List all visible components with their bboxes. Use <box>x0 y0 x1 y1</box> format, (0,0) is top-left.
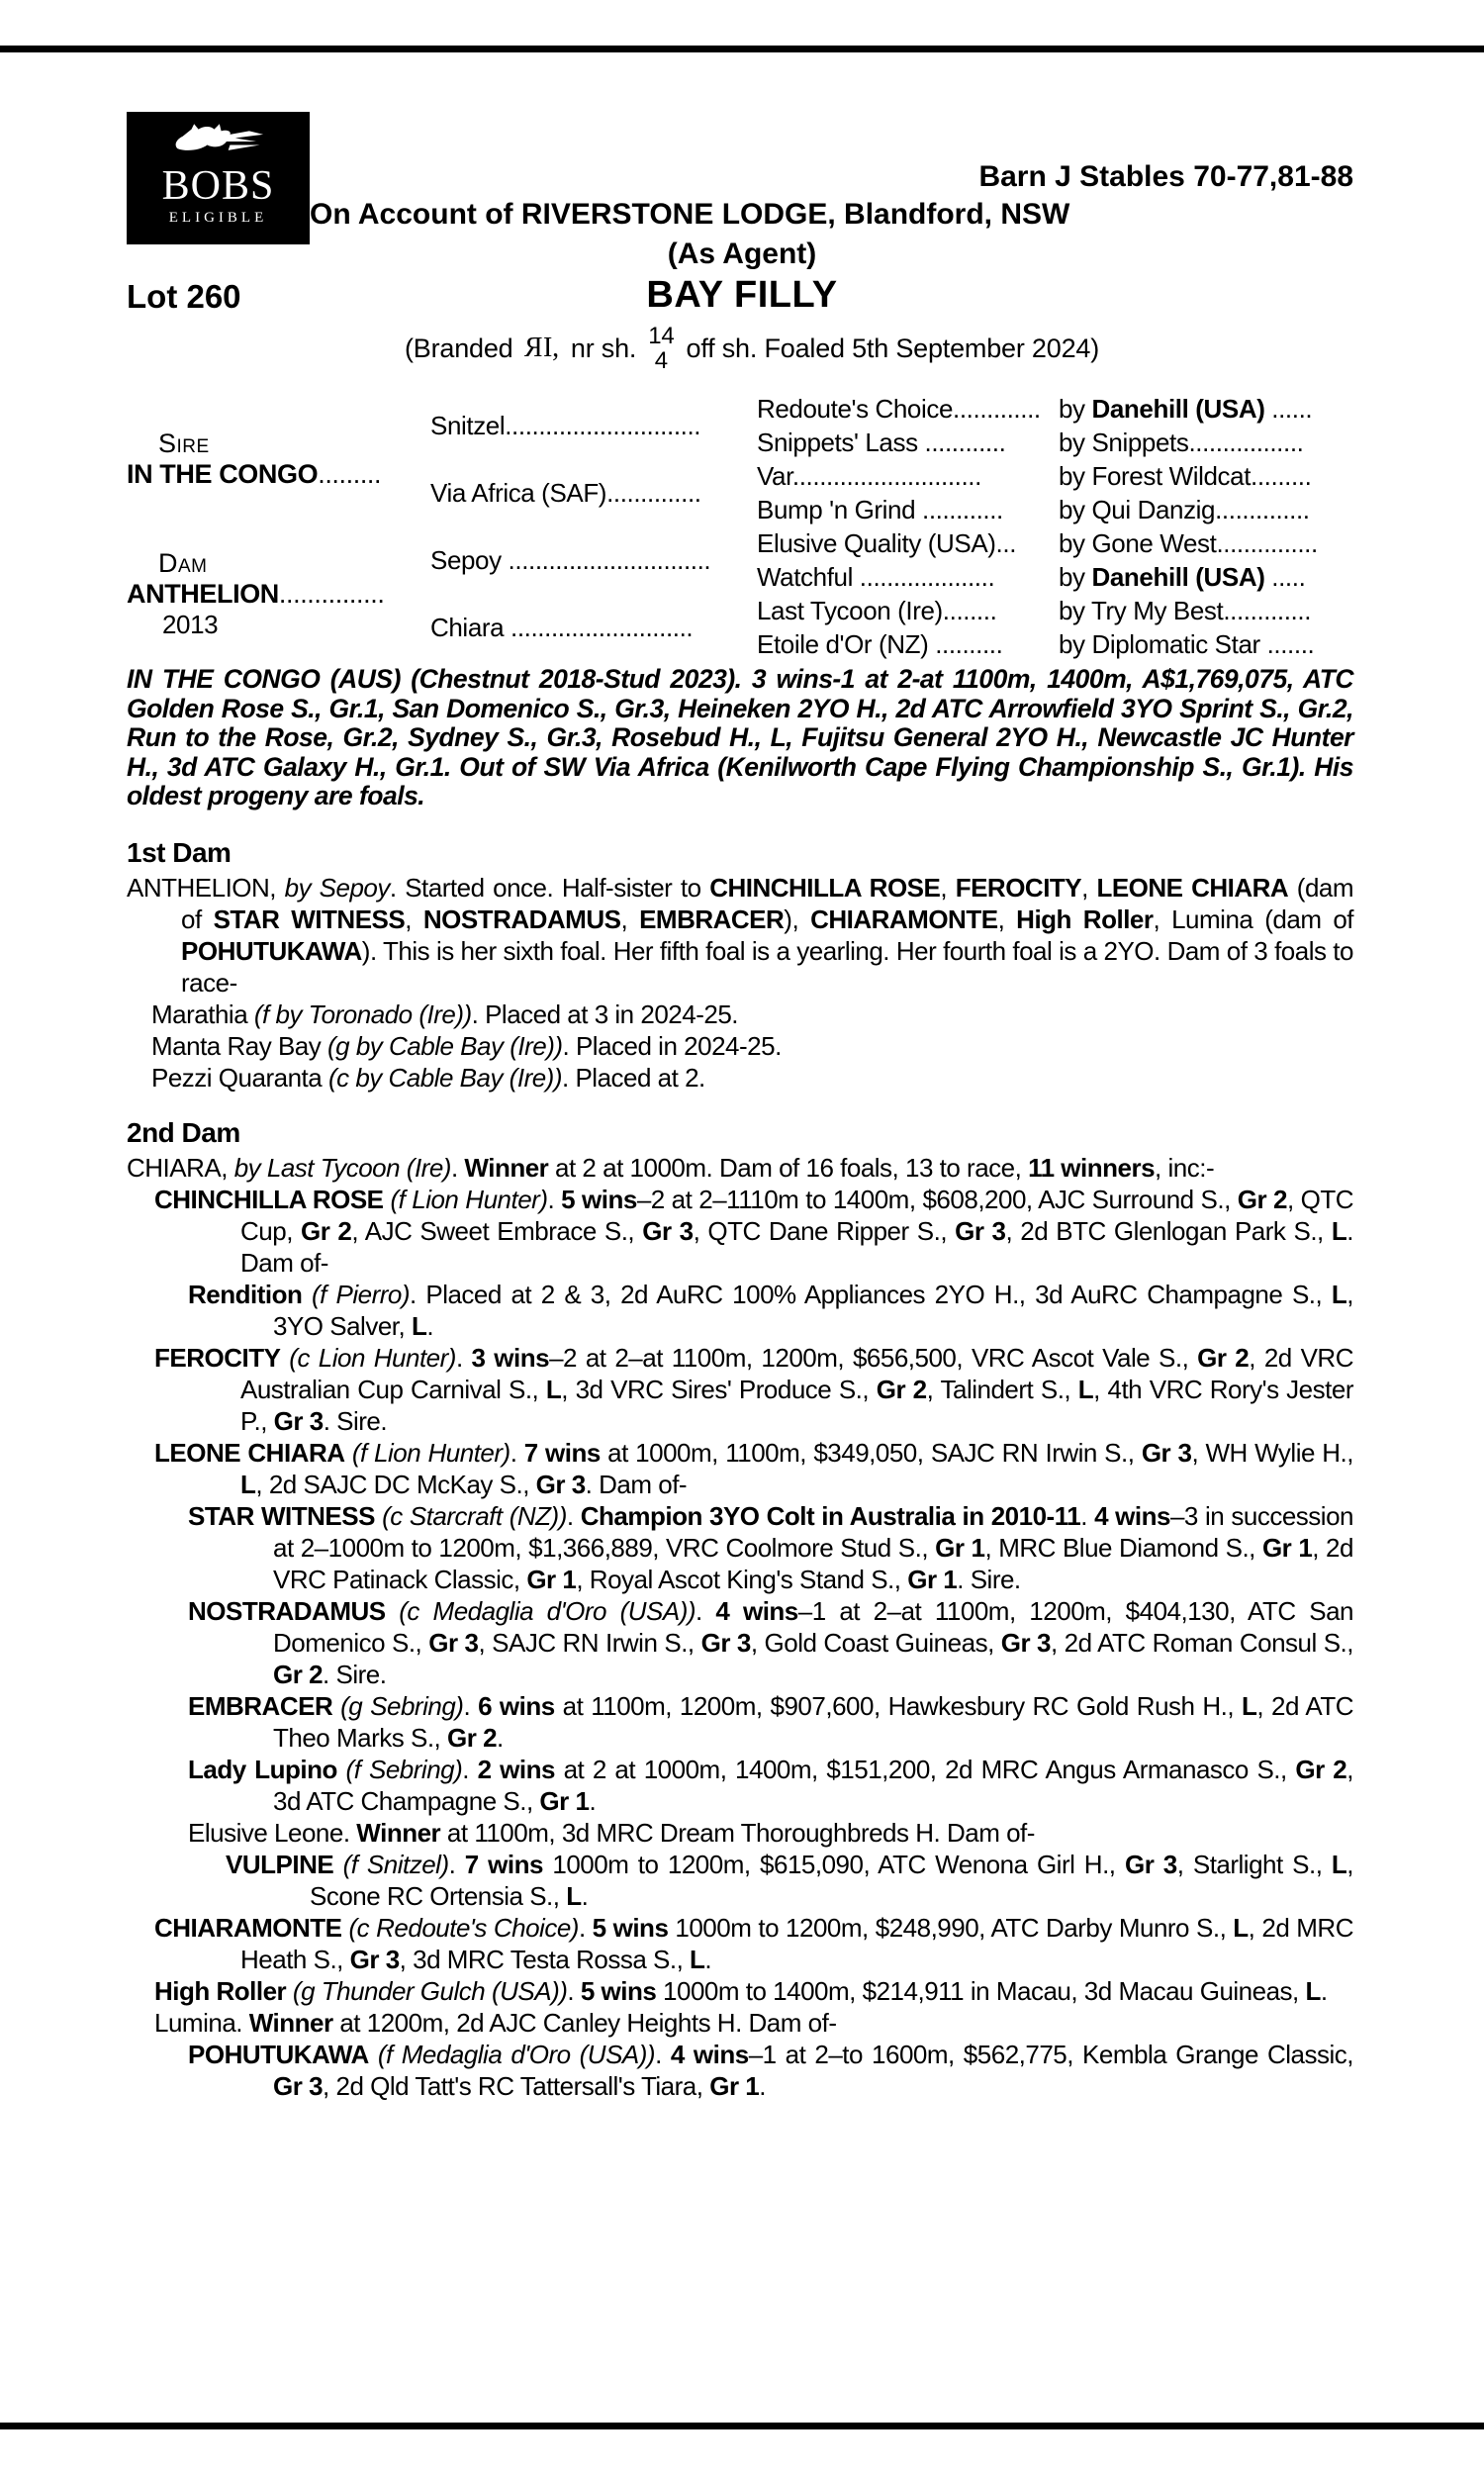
pedigree-entry: EMBRACER (g Sebring). 6 wins at 1100m, 1200m, $907,600, Hawkesbury RC Gold Rush H., L, 2d ATC Theo Marks S., Gr 2. <box>188 1690 1353 1753</box>
pedigree-gen3-column <box>757 392 1353 661</box>
consignor-block <box>310 158 1353 234</box>
gen2-item: Chiara ........................... <box>430 612 694 642</box>
gen3-name: Snippets' Lass ............ <box>757 427 1006 457</box>
pedigree-gen2-column <box>430 392 757 661</box>
lot-number: Lot 260 <box>127 278 241 315</box>
second-dam-heading: 2nd Dam <box>127 1116 240 1148</box>
pedigree-entry: CHINCHILLA ROSE (f Lion Hunter). 5 wins–2 at 2–1110m to 1400m, $608,200, AJC Surround S., Gr 2, QTC Cup, Gr 2, AJC Sweet Embrace S., Gr 3, QTC Dane Ripper S., Gr 3, 2d BTC Glenlogan Park S., L. Dam of- <box>154 1184 1353 1278</box>
pedigree-entry: STAR WITNESS (c Starcraft (NZ)). Champion 3YO Colt in Australia in 2010-11. 4 wins–3 in succession at 2–1000m to 1200m, $1,366,889, VRC Coolmore Stud S., Gr 1, MRC Blue Diamond S., Gr 1, 2d VRC Patinack Classic, Gr 1, Royal Ascot King's Stand S., Gr 1. Sire. <box>188 1500 1353 1594</box>
gen3-row <box>757 560 1353 594</box>
gen3-sireline: by Qui Danzig.............. <box>1059 494 1310 524</box>
gen3-name: Bump 'n Grind ............ <box>757 494 1003 524</box>
pedigree-entry: CHIARAMONTE (c Redoute's Choice). 5 wins 1000m to 1200m, $248,990, ATC Darby Munro S., L, 2d MRC Heath S., Gr 3, 3d MRC Testa Rossa S., L. <box>154 1912 1353 1974</box>
gen3-sireline: by Forest Wildcat......... <box>1059 460 1312 491</box>
gen3-name: Elusive Quality (USA)... <box>757 527 1017 558</box>
dam-year: 2013 <box>162 609 219 639</box>
gen3-sireline: by Snippets................. <box>1059 427 1304 457</box>
gen3-name: Last Tycoon (Ire)........ <box>757 595 997 625</box>
gen3-row <box>757 594 1353 627</box>
gen3-row <box>757 493 1353 526</box>
pedigree-gen1-column <box>127 392 430 661</box>
pedigree-entry: Lady Lupino (f Sebring). 2 wins at 2 at 1000m, 1400m, $151,200, 2d MRC Angus Armanasco S., Gr 2, 3d ATC Champagne S., Gr 1. <box>188 1754 1353 1816</box>
gen3-sireline: by Danehill (USA) ...... <box>1059 393 1313 424</box>
foal-entry: Manta Ray Bay (g by Cable Bay (Ire)). Placed in 2024-25. <box>151 1030 782 1061</box>
catalogue-body <box>127 665 1353 2102</box>
pedigree-entry: FEROCITY (c Lion Hunter). 3 wins–2 at 2–at 1100m, 1200m, $656,500, VRC Ascot Vale S., Gr 2, 2d VRC Australian Cup Carnival S., L, 3d VRC Sires' Produce S., Gr 2, Talindert S., L, 4th VRC Rory's Jester P., Gr 3. Sire. <box>154 1342 1353 1436</box>
dam-label: Dam <box>158 547 208 578</box>
gen3-sireline: by Try My Best............. <box>1059 595 1312 625</box>
brand-line <box>0 324 1484 373</box>
pedigree-entry: High Roller (g Thunder Gulch (USA)). 5 wins 1000m to 1400m, $214,911 in Macau, 3d Macau Guineas, L. <box>154 1975 1328 2006</box>
foal-entry: Pezzi Quaranta (c by Cable Bay (Ire)). Placed at 2. <box>151 1062 705 1093</box>
pedigree-entry: Lumina. Winner at 1200m, 2d AJC Canley Heights H. Dam of- <box>154 2007 837 2038</box>
dam-name: ANTHELION............... <box>127 578 385 609</box>
pedigree-entry: LEONE CHIARA (f Lion Hunter). 7 wins at 1000m, 1100m, $349,050, SAJC RN Irwin S., Gr 3, WH Wylie H., L, 2d SAJC DC McKay S., Gr 3. Dam of- <box>154 1437 1353 1499</box>
gen3-sireline: by Gone West............... <box>1059 527 1318 558</box>
gen3-row <box>757 426 1353 459</box>
gen3-name: Redoute's Choice............. <box>757 393 1041 424</box>
gen2-item: Via Africa (SAF).............. <box>430 477 701 508</box>
bobs-eligible-logo <box>127 112 310 244</box>
horse-head-icon <box>165 119 270 164</box>
pedigree-entry: Rendition (f Pierro). Placed at 2 & 3, 2d AuRC 100% Appliances 2YO H., 3d AuRC Champagne S., L, 3YO Salver, L. <box>188 1279 1353 1341</box>
brand-number-fraction: 14 4 <box>648 323 675 374</box>
brand-line-open: (Branded <box>404 333 513 363</box>
gen3-name: Etoile d'Or (NZ) .......... <box>757 628 1003 659</box>
brand-mark: RI, <box>524 333 559 363</box>
pedigree-entry: POHUTUKAWA (f Medaglia d'Oro (USA)). 4 wins–1 at 2–to 1600m, $562,775, Kembla Grange Classic, Gr 3, 2d Qld Tatt's RC Tattersall's Tiara, Gr 1. <box>188 2039 1354 2101</box>
first-dam-heading: 1st Dam <box>127 836 232 868</box>
gen2-item: Sepoy .............................. <box>430 544 711 575</box>
gen3-row <box>757 627 1353 661</box>
pedigree-entry: VULPINE (f Snitzel). 7 wins 1000m to 1200m, $615,090, ATC Wenona Girl H., Gr 3, Starlight S., L, Scone RC Ortensia S., L. <box>226 1849 1353 1911</box>
gen3-name: Var............................ <box>757 460 981 491</box>
gen3-sireline: by Diplomatic Star ....... <box>1059 628 1315 659</box>
pedigree-entry: Elusive Leone. Winner at 1100m, 3d MRC Dream Thoroughbreds H. Dam of- <box>188 1817 1035 1848</box>
second-dam-paragraph: CHIARA, by Last Tycoon (Ire). Winner at 2 at 1000m. Dam of 16 foals, 13 to race, 11 winners, inc:- <box>127 1152 1215 1183</box>
logo-wordmark: BOBS <box>161 163 275 209</box>
first-dam-paragraph: ANTHELION, by Sepoy. Started once. Half-sister to CHINCHILLA ROSE, FEROCITY, LEONE CHIARA (dam of STAR WITNESS, NOSTRADAMUS, EMBRACER), CHIARAMONTE, High Roller, Lumina (dam of POHUTUKAWA). This is her sixth foal. Her fifth foal is a yearling. Her fourth foal is a 2YO. Dam of 3 foals to race- <box>127 872 1354 998</box>
gen3-row <box>757 459 1353 493</box>
sire-name: IN THE CONGO......... <box>127 459 382 489</box>
account-line: On Account of RIVERSTONE LODGE, Blandford, NSW <box>310 198 1070 231</box>
top-rule <box>0 46 1484 52</box>
gen2-item: Snitzel............................. <box>430 410 701 440</box>
sire-label: Sire <box>158 428 210 458</box>
pedigree-table <box>127 392 1353 661</box>
agent-line: (As Agent) <box>667 238 817 270</box>
dam-cell <box>127 526 430 661</box>
gen3-sireline: by Danehill (USA) ..... <box>1059 561 1306 592</box>
gen3-name: Watchful .................... <box>757 561 995 592</box>
pedigree-entry: NOSTRADAMUS (c Medaglia d'Oro (USA)). 4 wins–1 at 2–at 1100m, 1200m, $404,130, ATC San Domenico S., Gr 3, SAJC RN Irwin S., Gr 3, Gold Coast Guineas, Gr 3, 2d ATC Roman Consul S., Gr 2. Sire. <box>188 1595 1353 1689</box>
sire-summary: IN THE CONGO (AUS) (Chestnut 2018-Stud 2023). 3 wins-1 at 2-at 1100m, 1400m, A$1,769,075, ATC Golden Rose S., Gr.1, San Domenico S., Gr.3, Heineken 2YO H., 2d ATC Arrowfield 3YO Sprint S., Gr.2, Run to the Rose, Gr.2, Sydney S., Gr.3, Rosebud H., L, Fujitsu General 2YO H., Newcastle JC Hunter H., 3d ATC Galaxy H., Gr.1. Out of SW Via Africa (Kenilworth Cape Flying Championship S., Gr.1). His oldest progeny are foals. <box>127 664 1353 810</box>
logo-subtext: ELIGIBLE <box>168 210 268 226</box>
brand-line-rest: off sh. Foaled 5th September 2024) <box>686 333 1099 363</box>
foal-entry: Marathia (f by Toronado (Ire)). Placed at 3 in 2024-25. <box>151 999 739 1029</box>
sire-cell <box>127 392 430 526</box>
gen3-row <box>757 526 1353 560</box>
gen3-row <box>757 392 1353 426</box>
bottom-rule <box>0 2423 1484 2429</box>
barn-line: Barn J Stables 70-77,81-88 <box>978 160 1353 193</box>
page-title: BAY FILLY <box>646 274 838 316</box>
brand-line-near: nr sh. <box>570 333 637 363</box>
